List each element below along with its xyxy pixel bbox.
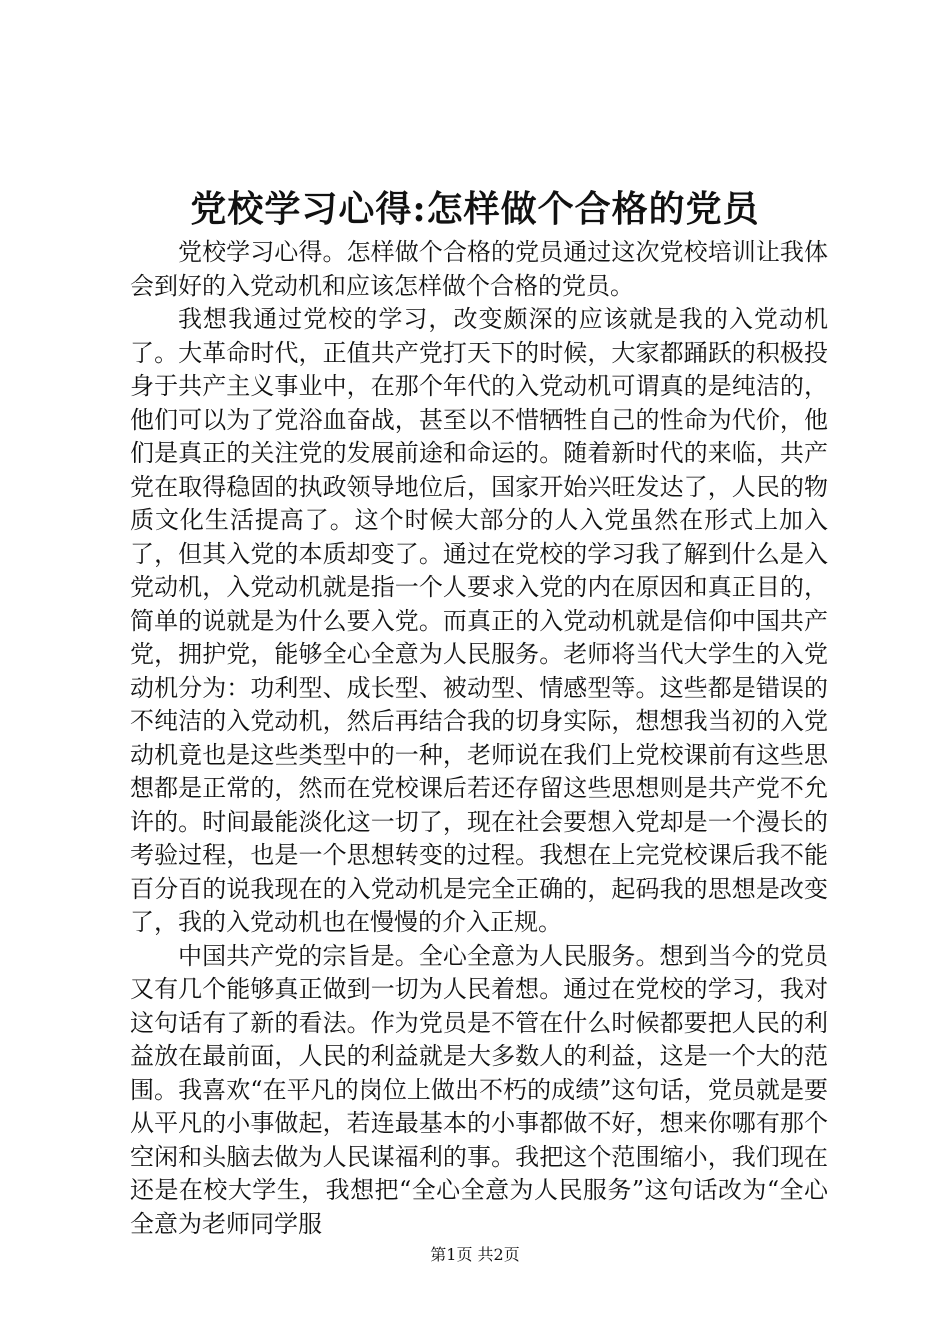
paragraph-intro: 党校学习心得。怎样做个合格的党员通过这次党校培训让我体会到好的入党动机和应该怎样做个合格的党员。 xyxy=(130,238,828,300)
page-footer: 第1页 共2页 xyxy=(430,1245,520,1264)
paragraph-motivation: 我想我通过党校的学习，改变颇深的应该就是我的入党动机了。大革命时代，正值共产党打天下的时候，大家都踊跃的积极投身于共产主义事业中，在那个年代的入党动机可谓真的是纯洁的，他们可以为了党浴血奋战，甚至以不惜牺牲自己的性命为代价，他们是真正的关注党的发展前途和命运的。随着新时代的来临，共产党在取得稳固的执政领导地位后，国家开始兴旺发达了，人民的物质文化生活提高了。这个时候大部分的人入党虽然在形式上加入了，但其入党的本质却变了。通过在党校的学习我了解到什么是入党动机，入党动机就是指一个人要求入党的内在原因和真正目的，简单的说就是为什么要入党。而真正的入党动机就是信仰中国共产党，拥护党，能够全心全意为人民服务。老师将当代大学生的入党动机分为：功利型、成长型、被动型、情感型等。这些都是错误的不纯洁的入党动机，然后再结合我的切身实际，想想我当初的入党动机竟也是这些类型中的一种，老师说在我们上党校课前有这些思想都是正常的，然而在党校课后若还存留这些思想则是共产党不允许的。时间最能淡化这一切了，现在社会要想入党却是一个漫长的考验过程，也是一个思想转变的过程。我想在上完党校课后我不能百分百的说我现在的入党动机是完全正确的，起码我的思想是改变了，我的入党动机也在慢慢的介入正规。 xyxy=(130,305,828,936)
paragraph-purpose: 中国共产党的宗旨是。全心全意为人民服务。想到当今的党员又有几个能够真正做到一切为人民着想。通过在党校的学习，我对这句话有了新的看法。作为党员是不管在什么时候都要把人民的利益放在最前面，人民的利益就是大多数人的利益，这是一个大的范围。我喜欢“在平凡的岗位上做出不朽的成绩”这句话，党员就是要从平凡的小事做起，若连最基本的小事都做不好，想来你哪有那个空闲和头脑去做为人民谋福利的事。我把这个范围缩小，我们现在还是在校大学生，我想把“全心全意为人民服务”这句话改为“全心全意为老师同学服 xyxy=(130,941,828,1238)
document-title: 党校学习心得:怎样做个合格的党员 xyxy=(190,188,760,230)
document-body xyxy=(130,236,828,1241)
